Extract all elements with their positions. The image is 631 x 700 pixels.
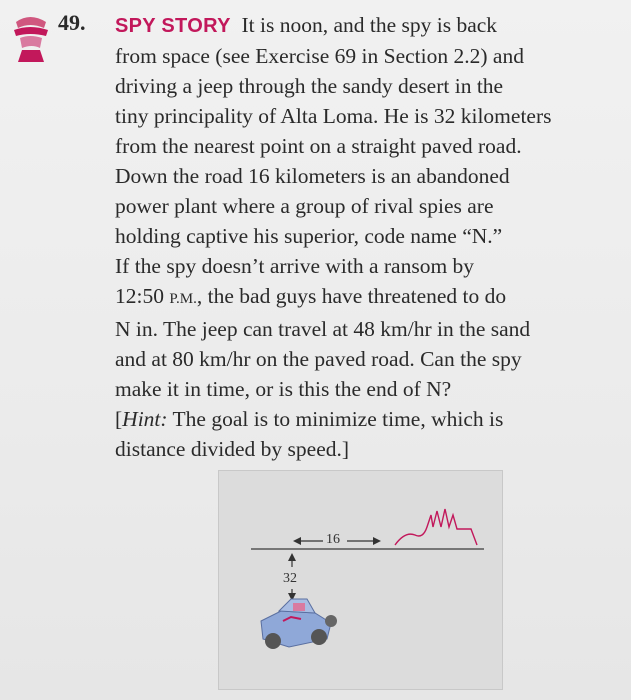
problem-line: from space (see Exercise 69 in Section 2.2) and [115,44,524,68]
problem-line: driving a jeep through the sandy desert in the [115,74,504,98]
problem-text [115,10,620,464]
desert-distance-label: 32 [283,571,297,586]
spy-story-icon [10,14,52,64]
problem-line: SPY STORY It is noon, and the spy is back [115,13,498,37]
problem-line: power plant where a group of rival spies are [115,194,494,218]
hint-line: [Hint: The goal is to minimize time, which is [115,407,504,431]
deadline-meridiem: P.M. [169,291,197,307]
jeep-drawing [261,599,337,649]
problem-line: tiny principality of Alta Loma. He is 32 kilometers [115,104,552,128]
problem-line: holding captive his superior, code name “N.” [115,224,503,248]
problem-line: 12:50 P.M., the bad guys have threatened to do [115,284,507,308]
diagram-drawing [219,471,502,689]
problem-line: make it in time, or is this the end of N? [115,377,452,401]
spy-diagram [218,470,503,690]
problem-line: If the spy doesn’t arrive with a ransom by [115,254,475,278]
problem-line: N in. The jeep can travel at 48 km/hr in the sand [115,317,531,341]
road-distance-label: 16 [326,532,340,547]
problem-line: Down the road 16 kilometers is an abandoned [115,164,510,188]
deadline-time: 12:50 [115,284,164,308]
power-plant-drawing [395,509,477,545]
problem-line: and at 80 km/hr on the paved road. Can the spy [115,347,522,371]
hint-line: distance divided by speed.] [115,437,350,461]
exercise-title: SPY STORY [115,15,231,37]
exercise-number: 49. [58,10,86,35]
hint-label: Hint: [122,407,168,431]
problem-line: from the nearest point on a straight paved road. [115,134,522,158]
